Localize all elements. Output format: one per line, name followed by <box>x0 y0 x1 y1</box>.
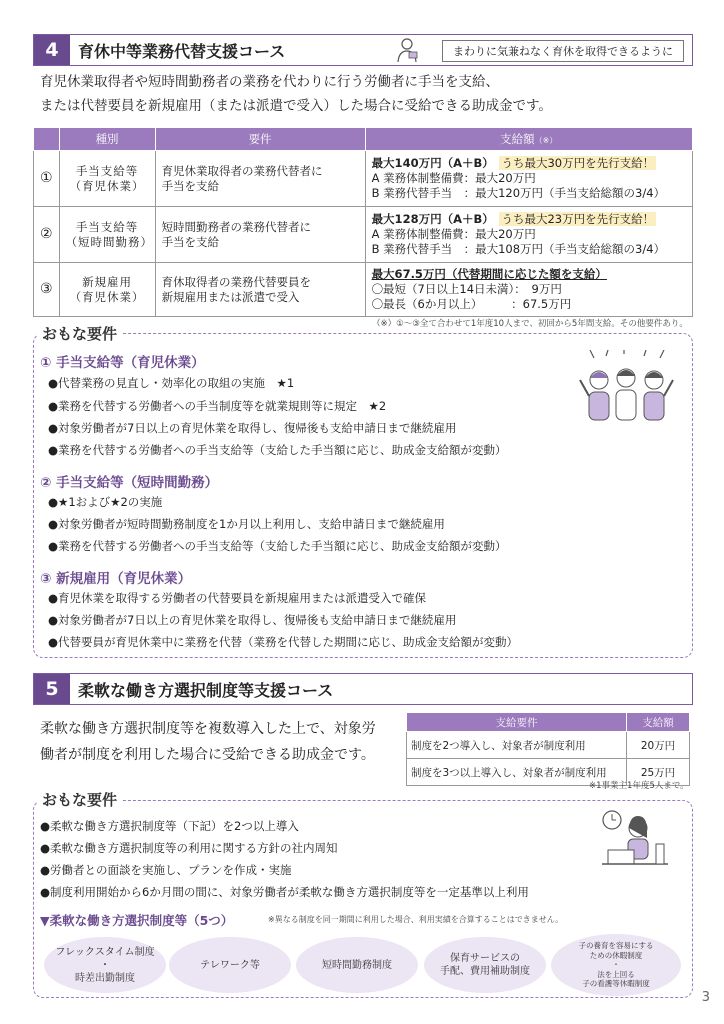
person-at-laptop-icon <box>600 806 670 876</box>
options-note: ※異なる制度を同一期間に利用した場合、利用実績を合算することはできません。 <box>268 915 564 924</box>
section-4-header <box>33 34 693 66</box>
row-req: 育児休業取得者の業務代替者に 手当を支給 <box>155 151 365 207</box>
section-number: 4 <box>34 35 70 65</box>
list-item: ●業務を代替する労働者への手当支給等（支給した手当額に応じ、助成金支給額が変動） <box>48 443 507 457</box>
option-flextime: フレックスタイム制度 ・ 時差出勤制度 <box>44 937 166 993</box>
group-1-title: ① 手当支給等（育児休業） <box>40 355 205 371</box>
tagline: まわりに気兼ねなく育休を取得できるように <box>442 40 684 62</box>
row-number: ② <box>34 207 60 263</box>
header-type: 種別 <box>59 128 155 151</box>
requirements-title: おもな要件 <box>38 323 121 344</box>
section-number: 5 <box>34 674 70 704</box>
page-number: 3 <box>701 990 710 1005</box>
row-type: 手当支給等 （育児休業） <box>59 151 155 207</box>
intro-line-1: 柔軟な働き方選択制度等を複数導入した上で、対象労 <box>40 721 376 737</box>
list-item: ●制度利用開始から6か月間の間に、対象労働者が柔軟な働き方選択制度等を一定基準以上利用 <box>40 885 529 899</box>
table-header-row <box>407 713 690 732</box>
list-item: ●代替要員が育児休業中に業務を代替（業務を代替した期間に応じ、助成金支給額が変動） <box>48 635 519 649</box>
row-amount: 最大67.5万円（代替期間に応じた額を支給） 〇最短（7日以上14日未満）： 9万円 〇最長（6か月以上） ：67.5万円 <box>365 263 692 317</box>
row-amount: 25万円 <box>627 759 690 786</box>
section-title: 育休中等業務代替支援コース <box>78 41 286 61</box>
list-item: ●労働者との面談を実施し、プランを作成・実施 <box>40 863 292 877</box>
table-row <box>407 732 690 759</box>
section-5-intro <box>40 716 376 768</box>
intro-line-1: 育児休業取得者や短時間勤務者の業務を代わりに行う労働者に手当を支給、 <box>40 74 499 90</box>
row-type: 新規雇用 （育児休業） <box>59 263 155 317</box>
intro-line-2: 働者が制度を利用した場合に受給できる助成金です。 <box>40 747 375 763</box>
group-3-title: ③ 新規雇用（育児休業） <box>40 571 192 587</box>
option-childcare-service: 保育サービスの 手配、費用補助制度 <box>424 937 546 993</box>
list-item: ●対象労働者が7日以上の育児休業を取得し、復帰後も支給申請日まで継続雇用 <box>48 421 457 435</box>
table-footnote: ※1事業主1年度5人まで。 <box>589 781 689 791</box>
table-row <box>34 207 693 263</box>
options-title: ▼柔軟な働き方選択制度等（5つ） <box>40 913 234 928</box>
header-amount: 支給額（※） <box>365 128 692 151</box>
row-req: 短時間勤務者の業務代替者に 手当を支給 <box>155 207 365 263</box>
row-amount: 最大128万円（A＋B） うち最大23万円を先行支給！ A 業務体制整備費：最大20万円 B 業務代替手当 ：最大108万円（手当支給総額の3/4） <box>365 207 692 263</box>
list-item: ●育児休業を取得する労働者の代替要員を新規雇用または派遣受入で確保 <box>48 591 427 605</box>
table-header-row <box>34 128 693 151</box>
list-item: ●柔軟な働き方選択制度等（下記）を2つ以上導入 <box>40 819 299 833</box>
row-number: ③ <box>34 263 60 317</box>
requirements-title: おもな要件 <box>38 789 121 810</box>
table-footnote: （※）①～③全て合わせて1年度10人まで、初回から5年間支給。その他要件あり。 <box>372 319 688 329</box>
row-type: 手当支給等 （短時間勤務） <box>59 207 155 263</box>
header-req: 支給要件 <box>407 713 627 732</box>
row-amount: 最大140万円（A＋B） うち最大30万円を先行支給！ A 業務体制整備費：最大20万円 B 業務代替手当 ：最大120万円（手当支給総額の3/4） <box>365 151 692 207</box>
option-childcare-leave: 子の養育を容易にする ための休暇制度 ・ 法を上回る 子の看護等休暇制度 <box>551 934 681 996</box>
table-row <box>34 263 693 317</box>
header-req: 要件 <box>155 128 365 151</box>
section-4-intro <box>40 70 552 118</box>
cheering-people-icon <box>574 350 679 430</box>
person-with-book-icon <box>394 37 420 63</box>
section-5-table <box>406 712 690 786</box>
option-short-hours: 短時間勤務制度 <box>296 937 418 993</box>
list-item: ●対象労働者が7日以上の育児休業を取得し、復帰後も支給申請日まで継続雇用 <box>48 613 457 627</box>
row-req: 制度を3つ以上導入し、対象者が制度利用 <box>407 759 627 786</box>
list-item: ●★1および★2の実施 <box>48 495 163 509</box>
section-4-table <box>33 127 693 317</box>
row-number: ① <box>34 151 60 207</box>
section-5-header <box>33 673 693 705</box>
row-req: 育休取得者の業務代替要員を 新規雇用または派遣で受入 <box>155 263 365 317</box>
option-telework: テレワーク等 <box>169 937 291 993</box>
table-row <box>34 151 693 207</box>
list-item: ●対象労働者が短時間勤務制度を1か月以上利用し、支給申請日まで継続雇用 <box>48 517 445 531</box>
list-item: ●業務を代替する労働者への手当制度等を就業規則等に規定 ★2 <box>48 399 387 413</box>
header-amount: 支給額 <box>627 713 690 732</box>
section-title: 柔軟な働き方選択制度等支援コース <box>78 680 334 700</box>
group-2-title: ② 手当支給等（短時間勤務） <box>40 475 219 491</box>
list-item: ●業務を代替する労働者への手当支給等（支給した手当額に応じ、助成金支給額が変動） <box>48 539 507 553</box>
intro-line-2: または代替要員を新規雇用（または派遣で受入）した場合に受給できる助成金です。 <box>40 98 552 114</box>
row-amount: 20万円 <box>627 732 690 759</box>
list-item: ●代替業務の見直し・効率化の取組の実施 ★1 <box>48 376 295 390</box>
row-req: 制度を2つ導入し、対象者が制度利用 <box>407 732 627 759</box>
list-item: ●柔軟な働き方選択制度等の利用に関する方針の社内周知 <box>40 841 338 855</box>
